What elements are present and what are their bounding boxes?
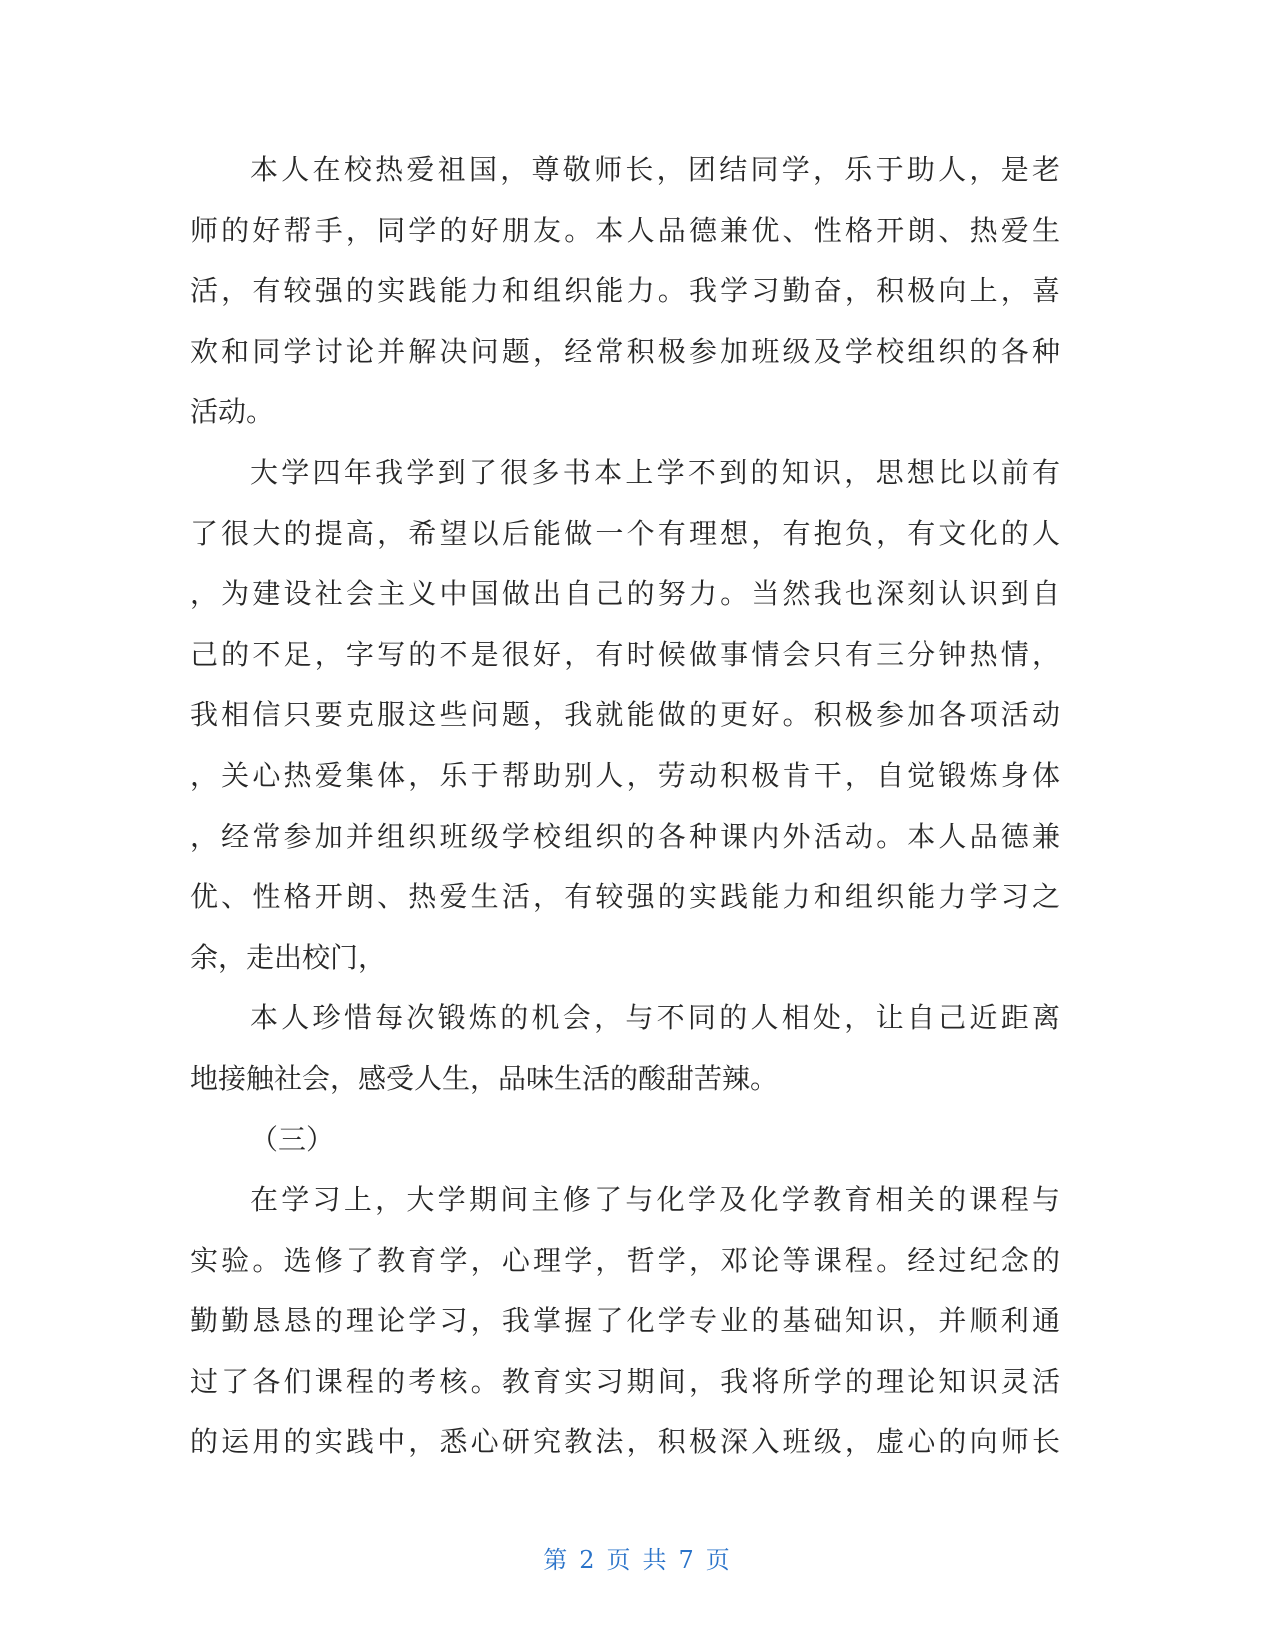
paragraph-line: ，关心热爱集体，乐于帮助别人，劳动积极肯干，自觉锻炼身体 — [190, 758, 1060, 792]
paragraph-line: 己的不足，字写的不是很好，有时候做事情会只有三分钟热情， — [190, 637, 1060, 671]
paragraph-line: 大学四年我学到了很多书本上学不到的知识，思想比以前有 — [250, 455, 1060, 489]
footer-total-pages: 7 — [678, 1546, 696, 1574]
paragraph-line: 了很大的提高，希望以后能做一个有理想，有抱负，有文化的人 — [190, 516, 1060, 550]
footer-current-page: 2 — [579, 1546, 597, 1574]
paragraph-line: 本人珍惜每次锻炼的机会，与不同的人相处，让自己近距离 — [250, 1001, 1060, 1035]
footer-page-word: 页 — [606, 1546, 633, 1574]
paragraph-line: 我相信只要克服这些问题，我就能做的更好。积极参加各项活动 — [190, 698, 1060, 732]
paragraph-line: 实验。选修了教育学，心理学，哲学，邓论等课程。经过纪念的 — [190, 1243, 1060, 1277]
footer-total-word: 共 — [642, 1546, 669, 1574]
paragraph-line: 地接触社会，感受人生，品味生活的酸甜苦辣。 — [190, 1061, 779, 1095]
paragraph-line: 活动。 — [190, 395, 275, 429]
section-heading: （三） — [250, 1122, 335, 1156]
footer-suffix: 页 — [705, 1546, 732, 1574]
paragraph-line: ，经常参加并组织班级学校组织的各种课内外活动。本人品德兼 — [190, 819, 1060, 853]
paragraph-line: 勤勤恳恳的理论学习，我掌握了化学专业的基础知识，并顺利通 — [190, 1304, 1060, 1338]
paragraph-line: 过了各们课程的考核。教育实习期间，我将所学的理论知识灵活 — [190, 1364, 1060, 1398]
document-body — [190, 140, 1060, 1473]
paragraph-line: 余，走出校门， — [190, 940, 387, 974]
paragraph-line: 师的好帮手，同学的好朋友。本人品德兼优、性格开朗、热爱生 — [190, 213, 1060, 247]
footer-prefix: 第 — [543, 1546, 570, 1574]
page-footer — [0, 1540, 1275, 1575]
paragraph-line: 欢和同学讨论并解决问题，经常积极参加班级及学校组织的各种 — [190, 334, 1060, 368]
paragraph-line: 本人在校热爱祖国，尊敬师长，团结同学，乐于助人，是老 — [250, 153, 1060, 186]
paragraph-line: 活，有较强的实践能力和组织能力。我学习勤奋，积极向上，喜 — [190, 274, 1060, 308]
paragraph-line: 在学习上，大学期间主修了与化学及化学教育相关的课程与 — [250, 1183, 1060, 1217]
paragraph-line: ，为建设社会主义中国做出自己的努力。当然我也深刻认识到自 — [190, 577, 1060, 611]
paragraph-line: 的运用的实践中，悉心研究教法，积极深入班级，虚心的向师长 — [190, 1425, 1060, 1459]
paragraph-line: 优、性格开朗、热爱生活，有较强的实践能力和组织能力学习之 — [190, 880, 1060, 914]
